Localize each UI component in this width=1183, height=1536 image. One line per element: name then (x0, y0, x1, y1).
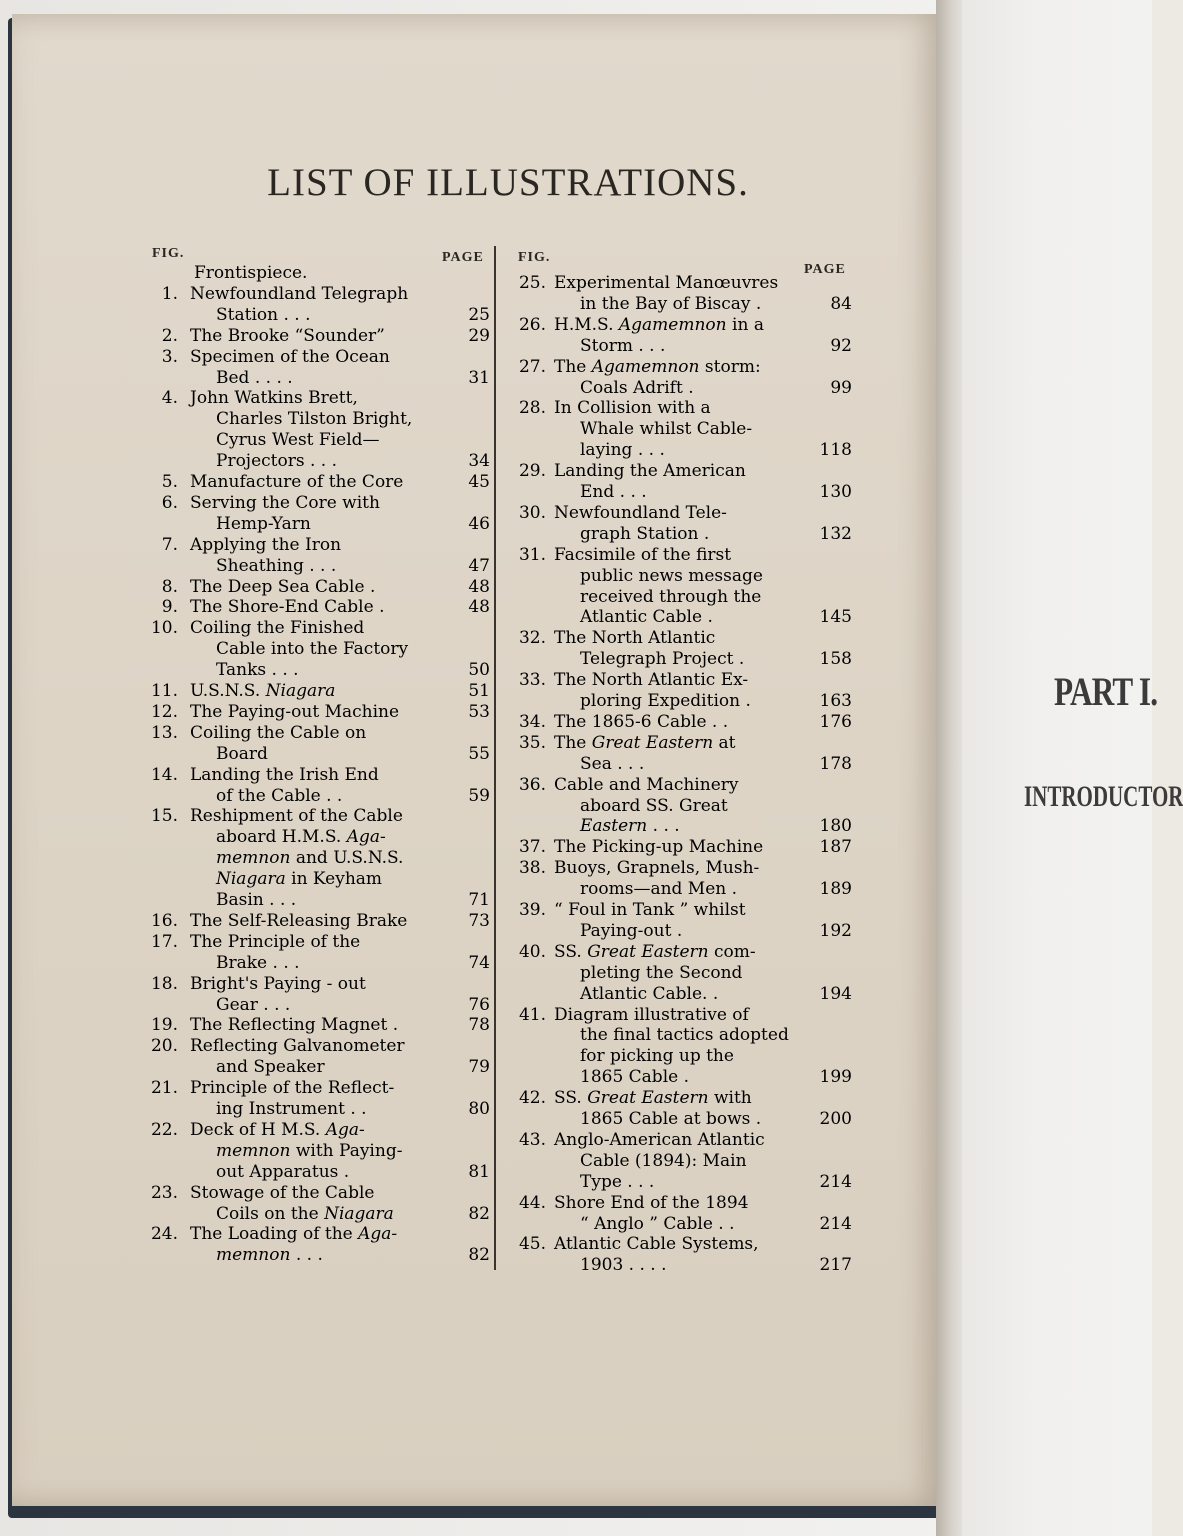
figure-caption: Paying-out . (580, 920, 683, 941)
right-page-header: PAGE (804, 262, 846, 277)
figure-caption: Coiling the Cable on (190, 722, 367, 743)
figure-number: 3. (161, 346, 178, 367)
page-number: 163 (819, 691, 852, 711)
page-number: 199 (819, 1067, 852, 1088)
page-number: 71 (468, 890, 490, 910)
page-number: 189 (819, 879, 852, 900)
illustration-line (0, 627, 716, 649)
page-number: 50 (468, 660, 490, 681)
figure-caption: The Paying-out Machine (190, 701, 400, 722)
figure-caption: Projectors . . . (216, 451, 337, 472)
figure-number: 27. (518, 356, 546, 377)
page-number: 55 (468, 743, 490, 764)
figure-caption: 1865 Cable at bows . (580, 1109, 762, 1129)
figure-caption: Telegraph Project . (580, 649, 745, 670)
page-number: 31 (468, 367, 490, 388)
figure-caption: out Apparatus . (216, 1161, 350, 1182)
page-number: 82 (468, 1203, 490, 1224)
page-number: 194 (819, 983, 852, 1004)
figure-number: 13. (150, 722, 178, 743)
figure-caption: Experimental Manœuvres (554, 273, 779, 293)
figure-caption: Frontispiece. (194, 263, 308, 283)
figure-caption: John Watkins Brett, (190, 388, 358, 409)
page-number: 47 (468, 555, 490, 576)
figure-caption: Gear . . . (216, 994, 291, 1015)
illustration-line (0, 272, 779, 294)
figure-number: 33. (518, 670, 546, 691)
figure-caption: Shore End of the 1894 (554, 1192, 749, 1213)
figure-caption: Bright's Paying - out (190, 973, 366, 994)
figure-caption: “ Foul in Tank ” whilst (554, 900, 746, 920)
illustration-line (0, 1129, 765, 1151)
figure-number: 11. (150, 681, 178, 701)
figure-caption: ploring Expedition . (580, 691, 751, 711)
figure-caption: Buoys, Grapnels, Mush- (554, 858, 760, 879)
figure-number: 18. (150, 973, 178, 994)
page-number: 51 (468, 681, 490, 701)
figure-number: 8. (161, 576, 178, 597)
figure-caption: graph Station . (580, 523, 710, 544)
part-subheading: INTRODUCTOR (1024, 780, 1183, 813)
figure-number: 39. (518, 900, 546, 920)
page-number: 73 (468, 910, 490, 931)
page-number: 80 (468, 1099, 490, 1119)
figure-caption: aboard H.M.S. Aga- (216, 827, 386, 848)
right-page (962, 0, 1183, 1536)
figure-caption: Storm . . . (580, 335, 666, 356)
figure-caption: in the Bay of Biscay . (580, 293, 762, 314)
figure-number: 20. (150, 1036, 178, 1057)
page-number: 82 (468, 1245, 490, 1266)
page-number: 192 (819, 920, 852, 941)
figure-number: 23. (150, 1182, 178, 1203)
figure-caption: Deck of H M.S. Aga- (190, 1119, 365, 1140)
figure-caption: In Collision with a (554, 398, 711, 419)
figure-caption: The Agamemnon storm: (554, 356, 761, 377)
figure-number: 38. (518, 858, 546, 879)
figure-caption: Charles Tilston Bright, (216, 409, 413, 430)
figure-caption: Sheathing . . . (216, 555, 337, 576)
figure-caption: received through the (580, 586, 762, 607)
figure-caption: 1903 . . . . (580, 1255, 667, 1276)
page-number: 178 (819, 753, 852, 774)
figure-caption: rooms—and Men . (580, 879, 738, 900)
page-number: 99 (830, 377, 852, 398)
page-number: 176 (819, 711, 852, 732)
figure-caption: The 1865-6 Cable . . (554, 711, 729, 732)
figure-number: 45. (518, 1234, 546, 1255)
figure-number: 14. (150, 764, 178, 785)
figure-caption: The North Atlantic (554, 628, 716, 649)
page-number: 132 (819, 523, 852, 544)
page-number: 29 (468, 325, 490, 346)
figure-caption: The Brooke “Sounder” (190, 325, 385, 346)
page-number: 118 (819, 440, 852, 461)
figure-caption: Reflecting Galvanometer (190, 1036, 405, 1057)
page-number: 48 (468, 597, 490, 618)
page-number: 214 (819, 1171, 852, 1192)
figure-caption: Cable into the Factory (216, 639, 409, 660)
figure-caption: of the Cable . . (216, 785, 343, 806)
figure-caption: 1865 Cable . (580, 1067, 689, 1088)
figure-number: 37. (518, 837, 546, 858)
figure-caption: memnon . . . (216, 1245, 323, 1266)
figure-caption: The Picking-up Machine (554, 837, 764, 858)
left-page-header: PAGE (442, 250, 484, 265)
figure-caption: The North Atlantic Ex- (554, 670, 749, 691)
figure-caption: Bed . . . . (216, 367, 293, 388)
figure-caption: U.S.N.S. Niagara (190, 681, 336, 701)
figure-caption: The Great Eastern at (554, 732, 736, 753)
page-number: 46 (468, 513, 490, 534)
figure-number: 7. (161, 534, 178, 555)
figure-caption: memnon and U.S.N.S. (216, 848, 404, 869)
figure-caption: public news message (580, 565, 763, 586)
figure-number: 31. (518, 544, 546, 565)
right-fig-header: FIG. (518, 250, 551, 265)
figure-number: 30. (518, 502, 546, 523)
figure-number: 19. (150, 1015, 178, 1036)
figure-caption: Station . . . (216, 304, 311, 325)
illustration-line (0, 1045, 734, 1067)
illustration-line (0, 815, 852, 837)
figure-caption: Coals Adrift . (580, 377, 694, 398)
page-number: 187 (819, 837, 852, 858)
page-number: 78 (468, 1015, 490, 1036)
figure-number: 32. (518, 628, 546, 649)
page-number: 74 (468, 952, 490, 973)
figure-number: 41. (518, 1004, 546, 1025)
figure-caption: Specimen of the Ocean (190, 346, 390, 367)
figure-caption: Tanks . . . (216, 660, 299, 681)
figure-caption: Anglo-American Atlantic (554, 1129, 765, 1150)
figure-caption: pleting the Second (580, 962, 743, 983)
figure-number: 28. (518, 398, 546, 419)
figure-caption: The Shore-End Cable . (190, 597, 385, 618)
figure-number: 42. (518, 1088, 546, 1109)
figure-caption: Type . . . (580, 1171, 655, 1192)
figure-number: 43. (518, 1129, 546, 1150)
figure-number: 35. (518, 732, 546, 753)
page-number: 92 (830, 335, 852, 356)
page-number: 158 (819, 649, 852, 670)
figure-caption: End . . . (580, 482, 647, 502)
figure-caption: Newfoundland Tele- (554, 502, 727, 523)
figure-number: 22. (150, 1119, 178, 1140)
figure-number: 34. (518, 711, 546, 732)
figure-caption: The Self-Releasing Brake (190, 910, 408, 931)
page-number: 84 (830, 293, 852, 314)
figure-caption: Whale whilst Cable- (580, 419, 753, 440)
figure-number: 29. (518, 461, 546, 482)
figure-number: 9. (161, 597, 178, 618)
figure-caption: Serving the Core with (190, 492, 380, 513)
figure-number: 1. (161, 283, 178, 304)
figure-caption: aboard SS. Great (580, 795, 728, 816)
figure-caption: the final tactics adopted (580, 1025, 789, 1046)
figure-number: 44. (518, 1192, 546, 1213)
figure-caption: and Speaker (216, 1057, 325, 1078)
figure-caption: The Deep Sea Cable . (190, 576, 376, 597)
figure-number: 16. (150, 910, 178, 931)
page-number: 48 (468, 576, 490, 597)
figure-caption: for picking up the (580, 1046, 734, 1067)
figure-caption: Diagram illustrative of (554, 1004, 749, 1025)
page-number: 45 (468, 472, 490, 492)
figure-number: 4. (161, 388, 178, 409)
figure-caption: Cable and Machinery (554, 774, 739, 795)
illustration-line (0, 836, 852, 858)
page-number: 180 (819, 816, 852, 837)
illustration-line (0, 439, 852, 461)
figure-caption: Stowage of the Cable (190, 1182, 375, 1203)
left-fig-header: FIG. (152, 246, 185, 261)
figure-number: 40. (518, 941, 546, 962)
page-number: 81 (468, 1161, 490, 1182)
figure-caption: Eastern . . . (580, 816, 680, 837)
figure-caption: Facsimile of the first (554, 544, 732, 565)
page-number: 34 (468, 451, 490, 472)
figure-number: 10. (150, 618, 178, 639)
figure-caption: ing Instrument . . (216, 1099, 367, 1119)
page-number: 217 (819, 1255, 852, 1276)
figure-caption: Reshipment of the Cable (190, 806, 403, 827)
figure-caption: Atlantic Cable . (580, 607, 713, 628)
figure-caption: Niagara in Keyham (216, 869, 383, 890)
figure-caption: Cyrus West Field— (216, 430, 380, 451)
figure-caption: Newfoundland Telegraph (190, 283, 409, 304)
figure-caption: Landing the Irish End (190, 764, 379, 785)
figure-caption: laying . . . (580, 440, 665, 461)
figure-caption: Coils on the Niagara (216, 1203, 394, 1224)
figure-number: 5. (161, 472, 178, 492)
figure-number: 24. (150, 1224, 178, 1245)
figure-number: 17. (150, 931, 178, 952)
figure-caption: H.M.S. Agamemnon in a (554, 314, 764, 335)
figure-caption: Basin . . . (216, 890, 297, 910)
page-number: 76 (468, 994, 490, 1015)
figure-number: 25. (518, 273, 546, 293)
figure-number: 12. (150, 701, 178, 722)
page-number: 79 (468, 1057, 490, 1078)
figure-number: 36. (518, 774, 546, 795)
page-number: 130 (819, 482, 852, 502)
page-number: 200 (819, 1109, 852, 1129)
page-number: 214 (819, 1213, 852, 1234)
page-number: 25 (468, 304, 490, 325)
figure-number: 6. (161, 492, 178, 513)
illustration-line (0, 1233, 759, 1255)
figure-caption: Cable (1894): Main (580, 1150, 747, 1171)
figure-caption: Atlantic Cable. . (580, 983, 719, 1004)
figure-caption: The Principle of the (190, 931, 361, 952)
figure-caption: Atlantic Cable Systems, (554, 1234, 759, 1255)
figure-caption: Sea . . . (580, 753, 645, 774)
figure-caption: SS. Great Eastern with (554, 1088, 752, 1109)
figure-caption: memnon with Paying- (216, 1140, 403, 1161)
figure-number: 15. (150, 806, 178, 827)
figure-caption: Manufacture of the Core (190, 472, 404, 492)
figure-caption: Principle of the Reflect- (190, 1078, 395, 1099)
figure-caption: “ Anglo ” Cable . . (580, 1213, 735, 1234)
page-title: LIST OF ILLUSTRATIONS. (267, 161, 749, 204)
figure-caption: Coiling the Finished (190, 618, 365, 639)
figure-caption: Brake . . . (216, 952, 300, 973)
page-number: 59 (468, 785, 490, 806)
figure-number: 2. (161, 325, 178, 346)
illustration-line (0, 648, 852, 670)
figure-caption: SS. Great Eastern com- (554, 941, 756, 962)
page-number: 53 (468, 701, 490, 722)
illustration-line (0, 418, 753, 440)
figure-caption: Applying the Iron (190, 534, 342, 555)
figure-number: 26. (518, 314, 546, 335)
figure-caption: The Reflecting Magnet . (190, 1015, 399, 1036)
figure-caption: Board (216, 743, 268, 764)
figure-caption: Hemp-Yarn (216, 513, 311, 534)
figure-caption: The Loading of the Aga- (190, 1224, 398, 1245)
illustration-line (0, 857, 760, 879)
figure-number: 21. (150, 1078, 178, 1099)
illustration-line (0, 397, 711, 419)
figure-caption: Landing the American (554, 461, 746, 482)
page-number: 145 (819, 607, 852, 628)
part-heading: PART I. (1054, 669, 1158, 714)
